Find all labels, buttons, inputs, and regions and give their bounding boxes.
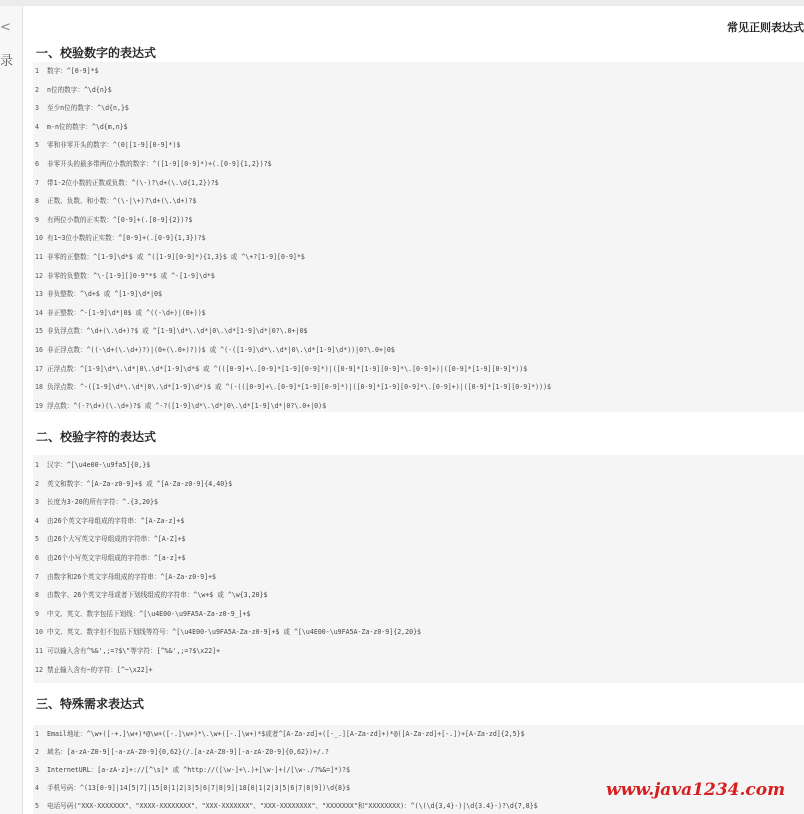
code-block	[33, 455, 804, 683]
code-line	[35, 365, 527, 374]
code-line	[35, 234, 206, 243]
line-text: 由数字和26个英文字母组成的字符串：^[A-Za-z0-9]+$	[47, 572, 217, 581]
line-number: 3	[35, 498, 39, 507]
line-text: 由26个小写英文字母组成的字符串：^[a-z]+$	[47, 554, 186, 562]
code-line	[35, 628, 421, 637]
line-text: Email地址：^\w+([-+.]\w+)*@\w+([-.]\w+)*\.\w+([-.]\w+)*$或者^[A-Za-zd]+([-_.][A-Za-zd]+)*@([A-Za-zd]+[-.])+[A-Za-zd]{2,5}$	[47, 730, 525, 738]
line-text: 由数字、26个英文字母或者下划线组成的字符串：^\w+$ 或 ^\w{3,20}$	[47, 591, 268, 600]
line-number: 10	[35, 628, 43, 637]
line-number: 18	[35, 383, 43, 392]
line-number: 4	[35, 516, 39, 525]
line-number: 7	[35, 178, 39, 187]
line-number: 14	[35, 308, 43, 317]
line-text: 带1-2位小数的正数或负数：^(\-)?\d+(\.\d{1,2})?$	[47, 178, 219, 187]
line-number: 4	[35, 122, 39, 131]
code-line	[35, 766, 350, 775]
code-line	[35, 802, 538, 811]
line-text: 有两位小数的正实数：^[0-9]+(.[0-9]{2})?$	[47, 215, 193, 224]
code-line	[35, 86, 112, 95]
line-number: 3	[35, 104, 39, 113]
line-text: 非零开头的最多带两位小数的数字：^([1-9][0-9]*)+(.[0-9]{1,2})?$	[47, 160, 272, 168]
code-block	[33, 725, 804, 814]
line-number: 9	[35, 609, 39, 618]
line-text: 手机号码：^(13[0-9]|14[5|7]|15[0|1|2|3|5|6|7|8|9]|18[0|1|2|3|5|6|7|8|9])\d{8}$	[47, 784, 350, 792]
code-line	[35, 748, 329, 757]
code-line	[35, 67, 99, 76]
code-line	[35, 104, 129, 113]
line-number: 3	[35, 766, 39, 774]
line-number: 9	[35, 215, 39, 224]
code-line	[35, 327, 308, 336]
code-line	[35, 383, 551, 392]
code-line	[35, 309, 206, 318]
line-text: 浮点数：^(-?\d+)(\.\d+)?$ 或 ^-?([1-9]\d*\.\d*|0\.\d*[1-9]\d*|0?\.0+|0)$	[47, 401, 327, 410]
line-text: 由26个英文字母组成的字符串：^[A-Za-z]+$	[47, 516, 185, 525]
code-line	[35, 402, 326, 411]
code-line	[35, 784, 350, 793]
code-line	[35, 610, 250, 619]
line-number: 8	[35, 591, 39, 600]
document-title: 常见正则表达式	[727, 21, 804, 34]
line-text: m-n位的数字：^\d{m,n}$	[47, 122, 128, 131]
line-number: 2	[35, 748, 39, 756]
line-number: 7	[35, 572, 39, 581]
line-text: n位的数字：^\d{n}$	[47, 85, 112, 94]
code-line	[35, 480, 232, 489]
code-block	[33, 62, 804, 412]
line-number: 16	[35, 346, 43, 354]
line-text: 中文、英文、数字包括下划线：^[\u4E00-\u9FA5A-Za-z0-9_]+$	[47, 609, 251, 618]
line-text: 域名：[a-zA-Z0-9][-a-zA-Z0-9]{0,62}(/.[a-zA-Z0-9][-a-zA-Z0-9]{0,62})+/.?	[47, 748, 329, 756]
code-line	[35, 272, 215, 281]
line-number: 5	[35, 141, 39, 150]
line-text: 正数、负数、和小数：^(\-|\+)?\d+(\.\d+)?$	[47, 197, 197, 206]
top-bar	[0, 0, 804, 6]
line-text: 有1~3位小数的正实数：^[0-9]+(.[0-9]{1,3})?$	[47, 234, 206, 243]
section-heading: 二、校验字符的表达式	[36, 430, 157, 444]
line-number: 12	[35, 665, 43, 674]
code-line	[35, 123, 128, 132]
line-text: 由26个大写英文字母组成的字符串：^[A-Z]+$	[47, 535, 186, 544]
code-line	[35, 216, 192, 225]
code-line	[35, 498, 158, 507]
line-number: 13	[35, 290, 43, 299]
line-text: 数字：^[0-9]*$	[47, 67, 99, 75]
line-number: 11	[35, 647, 43, 655]
line-number: 6	[35, 554, 39, 562]
code-line	[35, 535, 186, 544]
line-text: 非负浮点数：^\d+(\.\d+)?$ 或 ^[1-9]\d*\.\d*|0\.\d*[1-9]\d*|0?\.0+|0$	[47, 327, 308, 336]
line-number: 5	[35, 535, 39, 544]
toc-sidebar[interactable]	[0, 6, 23, 814]
line-text: InternetURL：[a-zA-z]+://[^\s]* 或 ^http://([\w-]+\.)+[\w-]+(/[\w-./?%&=]*)?$	[47, 766, 350, 774]
line-number: 17	[35, 364, 43, 373]
line-number: 1	[35, 730, 39, 738]
line-number: 5	[35, 802, 39, 810]
section-heading: 三、特殊需求表达式	[36, 697, 145, 711]
code-line	[35, 179, 219, 188]
code-line	[35, 461, 150, 470]
code-line	[35, 160, 272, 169]
code-line	[35, 591, 268, 600]
code-line	[35, 730, 525, 739]
line-number: 19	[35, 401, 43, 410]
line-text: 可以输入含有^%&',;=?$\"等字符：[^%&',;=?$\x22]+	[47, 647, 221, 655]
section-heading: 一、校验数字的表达式	[36, 46, 157, 60]
line-text: 中文、英文、数字但不包括下划线等符号：^[\u4E00-\u9FA5A-Za-z0-9]+$ 或 ^[\u4E00-\u9FA5A-Za-z0-9]{2,20}$	[47, 628, 422, 637]
line-number: 1	[35, 461, 39, 469]
code-line	[35, 666, 153, 675]
line-number: 1	[35, 67, 39, 75]
line-text: 非正整数：^-[1-9]\d*|0$ 或 ^((-\d+)|(0+))$	[47, 308, 206, 317]
line-number: 8	[35, 197, 39, 206]
line-number: 2	[35, 479, 39, 488]
code-line	[35, 573, 216, 582]
line-text: 英文和数字：^[A-Za-z0-9]+$ 或 ^[A-Za-z0-9]{4,40}$	[47, 479, 233, 488]
collapse-sidebar-icon[interactable]: <	[0, 20, 11, 35]
line-text: 非正浮点数：^((-\d+(\.\d+)?)|(0+(\.0+)?))$ 或 ^(-([1-9]\d*\.\d*|0\.\d*[1-9]\d*))|0?\.0+|0$	[47, 346, 395, 354]
line-text: 正浮点数：^[1-9]\d*\.\d*|0\.\d*[1-9]\d*$ 或 ^(([0-9]+\.[0-9]*[1-9][0-9]*)|([0-9]*[1-9][0-9]*\.[0-9]+)|([0-9]*[1-9][0-9]*))$	[47, 364, 528, 373]
code-line	[35, 141, 180, 150]
line-number: 12	[35, 271, 43, 280]
line-text: 零和非零开头的数字：^(0|[1-9][0-9]*)$	[47, 141, 181, 150]
line-number: 10	[35, 234, 43, 243]
line-number: 4	[35, 784, 39, 792]
line-text: 长度为3-20的所有字符：^.{3,20}$	[47, 498, 158, 507]
line-text: 电话号码("XXX-XXXXXXX"、"XXXX-XXXXXXXX"、"XXX-XXXXXXX"、"XXX-XXXXXXXX"、"XXXXXXX"和"XXXXXXXX)：^(\(\d{3,4}-)|\d{3.4}-)?\d{7,8}$	[47, 802, 538, 810]
line-text: 汉字：^[\u4e00-\u9fa5]{0,}$	[47, 461, 151, 469]
line-text: 禁止输入含有~的字符：[^~\x22]+	[47, 665, 153, 674]
code-line	[35, 346, 395, 355]
line-number: 6	[35, 160, 39, 168]
code-line	[35, 554, 186, 563]
watermark: www.java1234.com	[606, 780, 786, 800]
line-number: 15	[35, 327, 43, 336]
code-line	[35, 290, 162, 299]
code-line	[35, 647, 220, 656]
code-line	[35, 253, 305, 262]
toc-label[interactable]: 录	[0, 54, 14, 69]
line-text: 负浮点数：^-([1-9]\d*\.\d*|0\.\d*[1-9]\d*)$ 或 ^(-(([0-9]+\.[0-9]*[1-9][0-9]*)|([0-9]*[1-9][0-9]*\.[0-9]+)|([0-9]*[1-9][0-9]*)))$	[47, 383, 552, 392]
line-text: 非负整数：^\d+$ 或 ^[1-9]\d*|0$	[47, 290, 162, 299]
line-text: 非零的负整数：^\-[1-9][]0-9"*$ 或 ^-[1-9]\d*$	[47, 271, 215, 280]
line-text: 至少n位的数字：^\d{n,}$	[47, 104, 129, 113]
code-line	[35, 197, 196, 206]
line-number: 2	[35, 85, 39, 94]
code-line	[35, 517, 184, 526]
line-text: 非零的正整数：^[1-9]\d*$ 或 ^([1-9][0-9]*){1,3}$ 或 ^\+?[1-9][0-9]*$	[47, 253, 305, 261]
line-number: 11	[35, 253, 43, 261]
